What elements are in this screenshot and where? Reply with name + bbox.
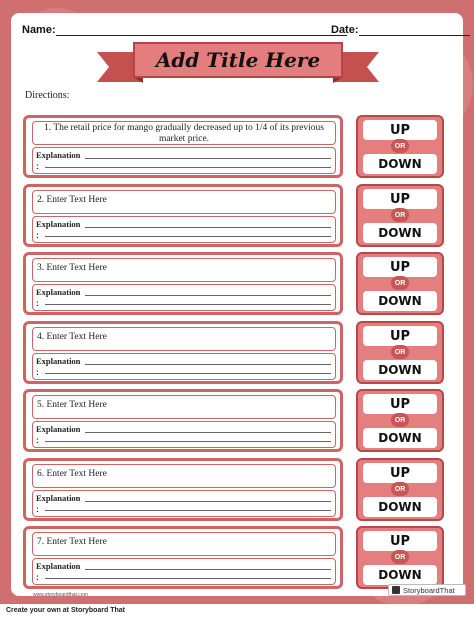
name-field[interactable]	[56, 35, 347, 36]
explanation-box[interactable]	[32, 490, 336, 517]
directions-label[interactable]: Directions:	[25, 90, 70, 101]
question-text[interactable]: 4. Enter Text Here	[32, 327, 336, 351]
explanation-line[interactable]	[45, 167, 331, 168]
up-or-down-box	[356, 458, 444, 521]
explanation-colon: :	[36, 572, 39, 582]
up-choice[interactable]: UP	[363, 531, 437, 551]
explanation-line[interactable]	[45, 236, 331, 237]
explanation-line[interactable]	[85, 432, 331, 433]
up-or-down-box	[356, 321, 444, 384]
up-choice[interactable]: UP	[363, 257, 437, 277]
down-choice[interactable]: DOWN	[363, 154, 437, 174]
down-choice[interactable]: DOWN	[363, 497, 437, 517]
footer-text[interactable]: Create your own at Storyboard That	[0, 604, 474, 620]
question-row	[23, 115, 453, 178]
explanation-box[interactable]	[32, 421, 336, 448]
explanation-box[interactable]	[32, 558, 336, 585]
up-choice[interactable]: UP	[363, 326, 437, 346]
explanation-line[interactable]	[45, 578, 331, 579]
question-row	[23, 389, 453, 452]
up-choice[interactable]: UP	[363, 463, 437, 483]
explanation-colon: :	[36, 367, 39, 377]
page-title[interactable]: Add Title Here	[155, 48, 321, 72]
question-box	[23, 526, 343, 589]
explanation-line[interactable]	[85, 227, 331, 228]
up-or-down-box	[356, 252, 444, 315]
explanation-line[interactable]	[45, 373, 331, 374]
explanation-line[interactable]	[85, 501, 331, 502]
question-box	[23, 389, 343, 452]
question-text[interactable]: 2. Enter Text Here	[32, 190, 336, 214]
up-or-down-box	[356, 389, 444, 452]
up-or-down-box	[356, 526, 444, 589]
or-badge: OR	[391, 208, 409, 222]
watermark-text: www.storyboardthat.com	[33, 592, 88, 598]
explanation-label: Explanation	[36, 287, 81, 297]
explanation-box[interactable]	[32, 284, 336, 311]
explanation-line[interactable]	[45, 304, 331, 305]
explanation-colon: :	[36, 230, 39, 240]
explanation-box[interactable]	[32, 216, 336, 243]
question-text[interactable]: 5. Enter Text Here	[32, 395, 336, 419]
name-date-row	[22, 24, 452, 38]
explanation-label: Explanation	[36, 561, 81, 571]
down-choice[interactable]: DOWN	[363, 223, 437, 243]
question-text[interactable]: 3. Enter Text Here	[32, 258, 336, 282]
date-label: Date:	[331, 24, 359, 36]
question-text[interactable]: 6. Enter Text Here	[32, 464, 336, 488]
up-choice[interactable]: UP	[363, 394, 437, 414]
up-choice[interactable]: UP	[363, 189, 437, 209]
question-box	[23, 184, 343, 247]
up-or-down-box	[356, 115, 444, 178]
explanation-line[interactable]	[85, 364, 331, 365]
up-choice[interactable]: UP	[363, 120, 437, 140]
explanation-label: Explanation	[36, 424, 81, 434]
question-box	[23, 321, 343, 384]
date-field[interactable]	[359, 35, 470, 36]
explanation-line[interactable]	[85, 569, 331, 570]
question-box	[23, 115, 343, 178]
badge-label: StoryboardThat	[403, 585, 455, 595]
explanation-label: Explanation	[36, 493, 81, 503]
explanation-box[interactable]	[32, 147, 336, 174]
title-banner	[97, 40, 379, 84]
down-choice[interactable]: DOWN	[363, 291, 437, 311]
question-row	[23, 252, 453, 315]
explanation-colon: :	[36, 435, 39, 445]
question-row	[23, 321, 453, 384]
question-text[interactable]: 1. The retail price for mango gradually decreased up to 1/4 of its previous market price.	[32, 121, 336, 145]
explanation-label: Explanation	[36, 150, 81, 160]
explanation-colon: :	[36, 298, 39, 308]
or-badge: OR	[391, 413, 409, 427]
question-row	[23, 526, 453, 589]
explanation-line[interactable]	[45, 441, 331, 442]
storyboardthat-badge[interactable]	[388, 584, 466, 596]
explanation-line[interactable]	[85, 158, 331, 159]
explanation-line[interactable]	[85, 295, 331, 296]
explanation-colon: :	[36, 504, 39, 514]
or-badge: OR	[391, 482, 409, 496]
explanation-colon: :	[36, 161, 39, 171]
question-box	[23, 252, 343, 315]
or-badge: OR	[391, 276, 409, 290]
down-choice[interactable]: DOWN	[363, 428, 437, 448]
explanation-line[interactable]	[45, 510, 331, 511]
question-row	[23, 184, 453, 247]
or-badge: OR	[391, 139, 409, 153]
up-or-down-box	[356, 184, 444, 247]
or-badge: OR	[391, 345, 409, 359]
ribbon-main	[133, 42, 343, 78]
explanation-label: Explanation	[36, 356, 81, 366]
or-badge: OR	[391, 550, 409, 564]
question-text[interactable]: 7. Enter Text Here	[32, 532, 336, 556]
explanation-label: Explanation	[36, 219, 81, 229]
question-row	[23, 458, 453, 521]
down-choice[interactable]: DOWN	[363, 360, 437, 380]
name-label: Name:	[22, 24, 56, 36]
down-choice[interactable]: DOWN	[363, 565, 437, 585]
storyboardthat-logo-icon	[392, 586, 400, 594]
explanation-box[interactable]	[32, 353, 336, 380]
question-box	[23, 458, 343, 521]
